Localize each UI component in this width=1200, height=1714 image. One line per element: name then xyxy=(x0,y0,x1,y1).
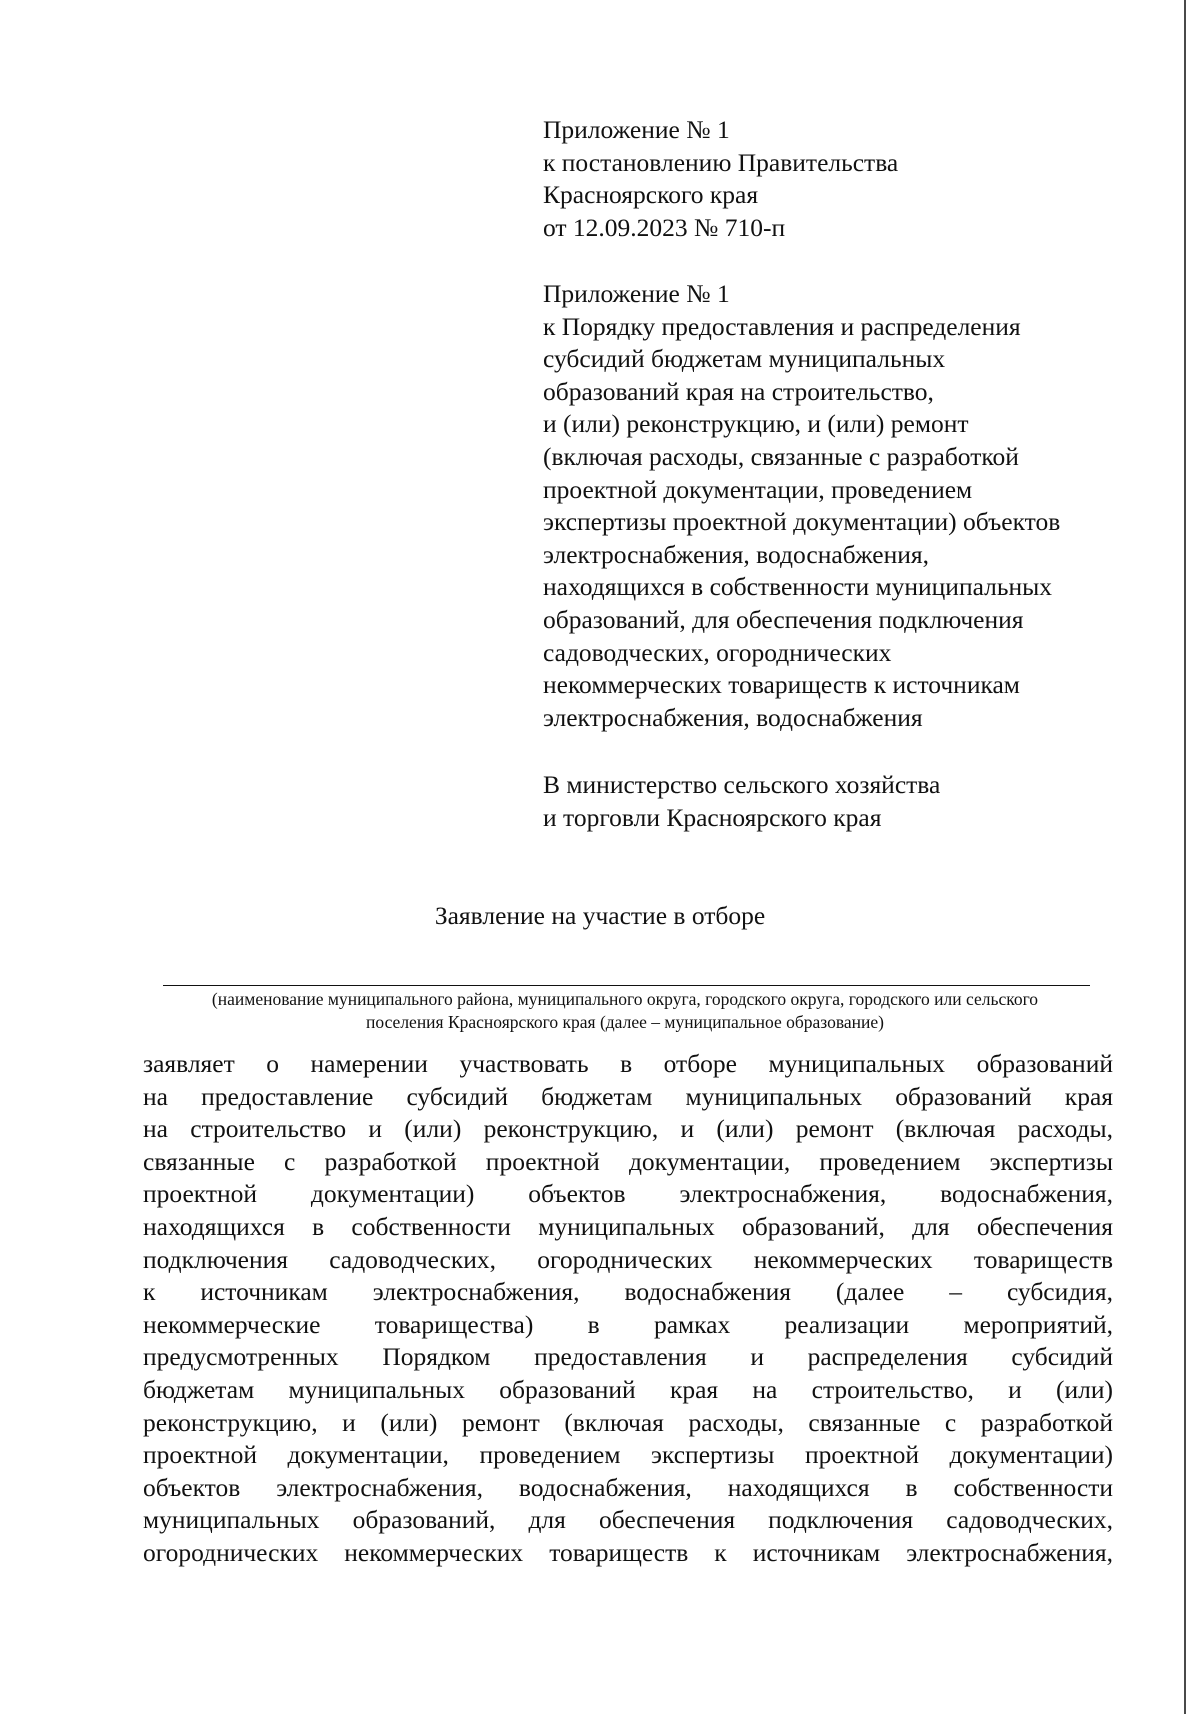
appendix-procedure-line: электроснабжения, водоснабжения, xyxy=(543,539,930,569)
appendix-procedure-line: образований края на строительство, xyxy=(543,376,934,406)
fill-in-line xyxy=(163,985,1090,986)
body-line: объектов электроснабжения, водоснабжения, находящихся в собственности xyxy=(143,1472,1113,1502)
appendix-procedure-line: экспертизы проектной документации) объектов xyxy=(543,507,1061,537)
body-line: муниципальных образований, для обеспечения подключения садоводческих, xyxy=(143,1505,1113,1535)
appendix-procedure-line: к Порядку предоставления и распределения xyxy=(543,311,1021,341)
addressee-block xyxy=(543,769,1143,834)
body-paragraph xyxy=(143,1048,1113,1570)
appendix-procedure-line: Приложение № 1 xyxy=(543,279,730,308)
document-title: Заявление на участие в отборе xyxy=(434,901,766,930)
appendix-procedure-line: субсидий бюджетам муниципальных xyxy=(543,344,946,374)
body-line: на предоставление субсидий бюджетам муниципальных образований края xyxy=(143,1081,1113,1111)
body-line: проектной документации) объектов электроснабжения, водоснабжения, xyxy=(143,1179,1113,1209)
fill-in-caption xyxy=(150,988,1100,1034)
body-line: на строительство и (или) реконструкцию, и (или) ремонт (включая расходы, xyxy=(143,1114,1113,1144)
appendix-decree-line: к постановлению Правительства xyxy=(543,147,899,177)
scan-edge-line xyxy=(1184,0,1186,1714)
body-line: реконструкцию, и (или) ремонт (включая расходы, связанные с разработкой xyxy=(143,1407,1113,1437)
body-line: подключения садоводческих, огороднических некоммерческих товариществ xyxy=(143,1244,1113,1274)
body-line: бюджетам муниципальных образований края на строительство, и (или) xyxy=(143,1374,1113,1404)
addressee-line: и торговли Красноярского края xyxy=(543,802,882,832)
caption-line: (наименование муниципального района, муниципального округа, городского округа, городского или сельского xyxy=(211,989,1039,1009)
appendix-decree-line: Приложение № 1 xyxy=(543,115,730,144)
body-line: связанные с разработкой проектной документации, проведением экспертизы xyxy=(143,1146,1113,1176)
body-line: находящихся в собственности муниципальных образований, для обеспечения xyxy=(143,1211,1113,1241)
appendix-procedure-line: образований, для обеспечения подключения xyxy=(543,604,1024,634)
appendix-procedure-block xyxy=(543,278,1143,734)
appendix-procedure-line: (включая расходы, связанные с разработкой xyxy=(543,441,1019,471)
appendix-procedure-line: некоммерческих товариществ к источникам xyxy=(543,670,1020,700)
appendix-procedure-line: электроснабжения, водоснабжения xyxy=(543,702,923,732)
body-line: заявляет о намерении участвовать в отборе муниципальных образований xyxy=(143,1049,1113,1078)
appendix-decree-block xyxy=(543,114,1143,244)
body-line: проектной документации, проведением экспертизы проектной документации) xyxy=(143,1440,1113,1470)
body-line: к источникам электроснабжения, водоснабжения (далее – субсидия, xyxy=(143,1277,1113,1307)
appendix-procedure-line: находящихся в собственности муниципальных xyxy=(543,572,1053,602)
appendix-procedure-line: садоводческих, огороднических xyxy=(543,637,892,667)
caption-line: поселения Красноярского края (далее – муниципальное образование) xyxy=(366,1012,884,1032)
body-line: огороднических некоммерческих товариществ к источникам электроснабжения, xyxy=(143,1537,1113,1567)
appendix-procedure-line: и (или) реконструкцию, и (или) ремонт xyxy=(543,409,969,439)
appendix-decree-line: Красноярского края xyxy=(543,180,759,210)
body-line: предусмотренных Порядком предоставления и распределения субсидий xyxy=(143,1342,1113,1372)
appendix-decree-line: от 12.09.2023 № 710-п xyxy=(543,212,786,242)
addressee-line: В министерство сельского хозяйства xyxy=(543,770,941,799)
appendix-procedure-line: проектной документации, проведением xyxy=(543,474,973,504)
body-line: некоммерческие товарищества) в рамках реализации мероприятий, xyxy=(143,1309,1113,1339)
